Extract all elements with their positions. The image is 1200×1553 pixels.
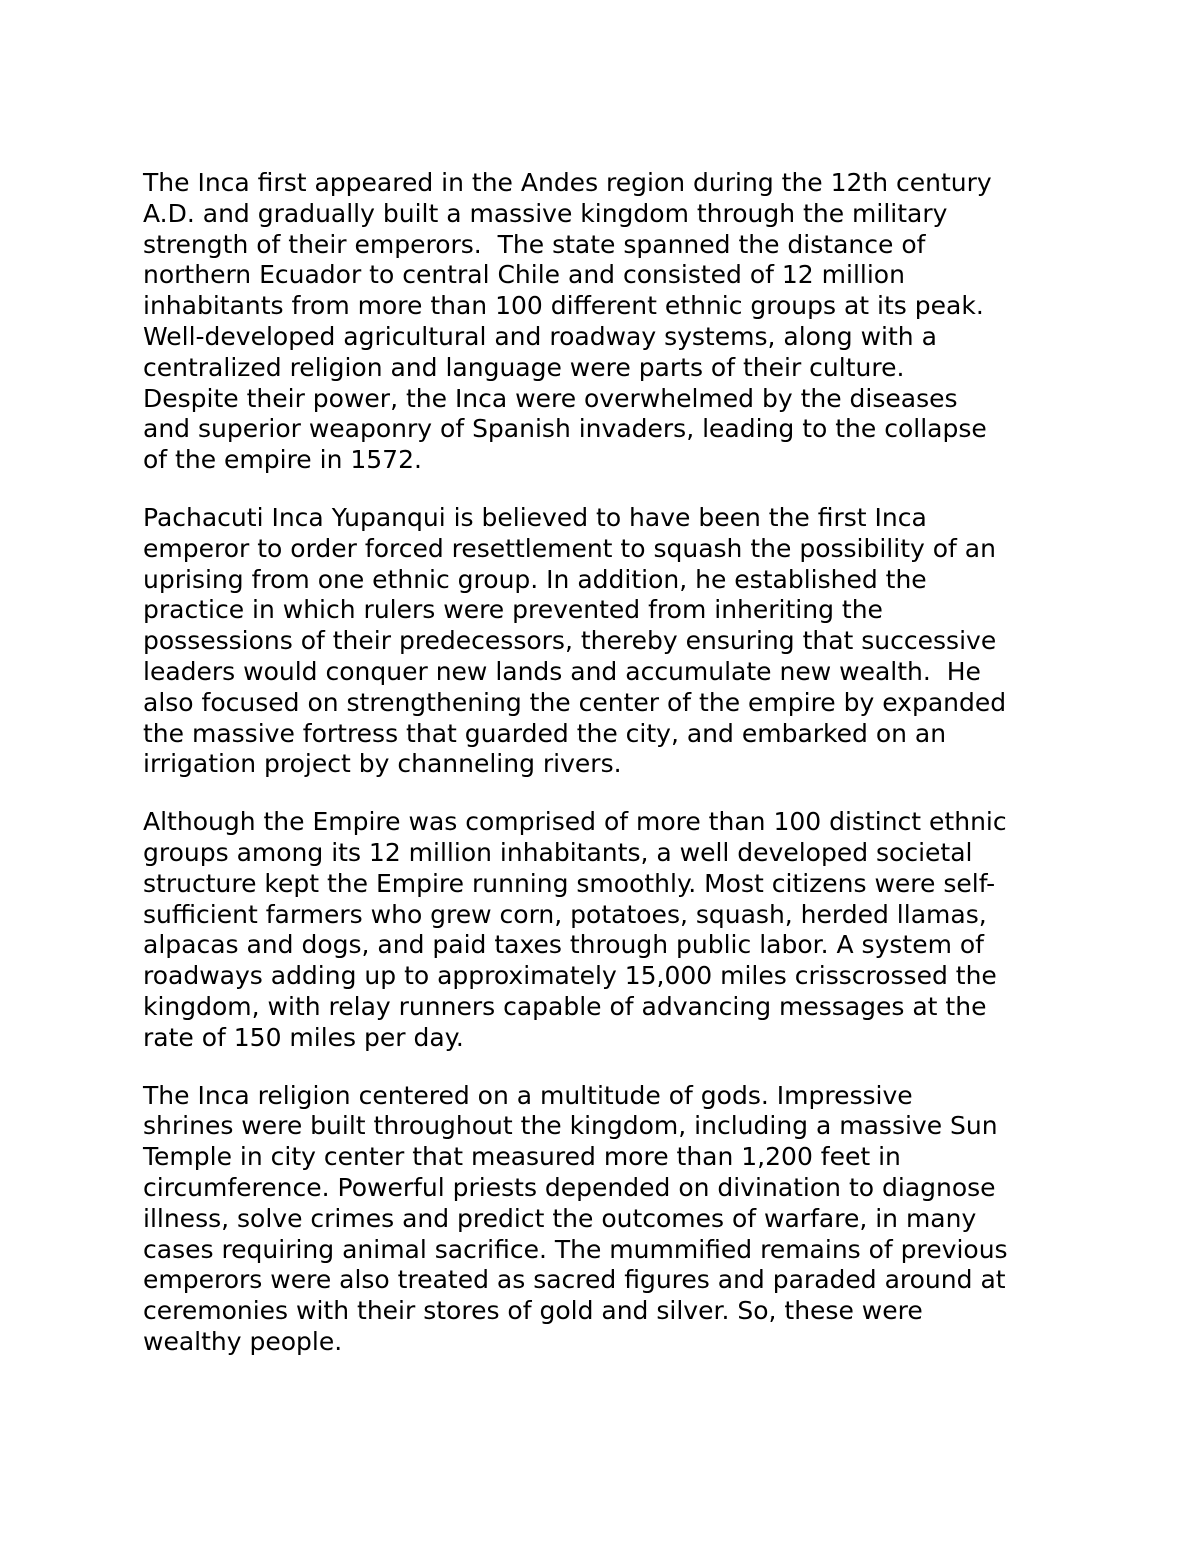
text-line: Although the Empire was comprised of more than 100 distinct ethnic xyxy=(143,807,1007,837)
paragraph-societal-structure xyxy=(143,807,1103,1053)
text-line: irrigation project by channeling rivers. xyxy=(143,749,622,779)
text-line: Pachacuti Inca Yupanqui is believed to have been the first Inca xyxy=(143,502,927,532)
text-line: cases requiring animal sacrifice. The mummified remains of previous xyxy=(143,1234,1008,1264)
text-line: circumference. Powerful priests depended on divination to diagnose xyxy=(143,1172,996,1202)
text-line: Despite their power, the Inca were overwhelmed by the diseases xyxy=(143,383,958,413)
text-line: strength of their emperors. The state spanned the distance of xyxy=(143,229,926,259)
text-line: illness, solve crimes and predict the outcomes of warfare, in many xyxy=(143,1203,977,1233)
text-line: rate of 150 miles per day. xyxy=(143,1022,464,1052)
text-line: practice in which rulers were prevented from inheriting the xyxy=(143,595,883,625)
text-line: structure kept the Empire running smoothly. Most citizens were self- xyxy=(143,868,996,898)
text-line: alpacas and dogs, and paid taxes through public labor. A system of xyxy=(143,930,984,960)
text-line: the massive fortress that guarded the city, and embarked on an xyxy=(143,718,947,748)
text-line: roadways adding up to approximately 15,000 miles crisscrossed the xyxy=(143,961,997,991)
text-line: shrines were built throughout the kingdom, including a massive Sun xyxy=(143,1111,998,1141)
text-line: ceremonies with their stores of gold and silver. So, these were xyxy=(143,1296,923,1326)
paragraph-inca-origins xyxy=(143,168,1103,476)
text-line: The Inca religion centered on a multitude of gods. Impressive xyxy=(143,1080,913,1110)
text-line: emperor to order forced resettlement to squash the possibility of an xyxy=(143,533,996,563)
paragraph-pachacuti xyxy=(143,503,1103,780)
text-line: groups among its 12 million inhabitants, a well developed societal xyxy=(143,837,973,867)
text-line: A.D. and gradually built a massive kingdom through the military xyxy=(143,198,948,228)
text-line: of the empire in 1572. xyxy=(143,445,422,475)
text-line: sufficient farmers who grew corn, potatoes, squash, herded llamas, xyxy=(143,899,987,929)
text-line: also focused on strengthening the center of the empire by expanded xyxy=(143,687,1007,717)
text-line: leaders would conquer new lands and accumulate new wealth. He xyxy=(143,656,981,686)
text-line: The Inca first appeared in the Andes region during the 12th century xyxy=(143,168,992,197)
text-line: wealthy people. xyxy=(143,1326,343,1356)
text-line: uprising from one ethnic group. In addition, he established the xyxy=(143,564,927,594)
text-line: Well-developed agricultural and roadway systems, along with a xyxy=(143,321,937,351)
text-line: emperors were also treated as sacred figures and paraded around at xyxy=(143,1265,1006,1295)
text-line: inhabitants from more than 100 different ethnic groups at its peak. xyxy=(143,291,984,321)
text-line: possessions of their predecessors, thereby ensuring that successive xyxy=(143,626,997,656)
document-body xyxy=(143,168,1103,1385)
paragraph-religion xyxy=(143,1081,1103,1358)
text-line: northern Ecuador to central Chile and consisted of 12 million xyxy=(143,260,905,290)
text-line: centralized religion and language were parts of their culture. xyxy=(143,352,905,382)
text-line: Temple in city center that measured more than 1,200 feet in xyxy=(143,1142,901,1172)
text-line: and superior weaponry of Spanish invaders, leading to the collapse xyxy=(143,414,987,444)
text-line: kingdom, with relay runners capable of advancing messages at the xyxy=(143,991,987,1021)
